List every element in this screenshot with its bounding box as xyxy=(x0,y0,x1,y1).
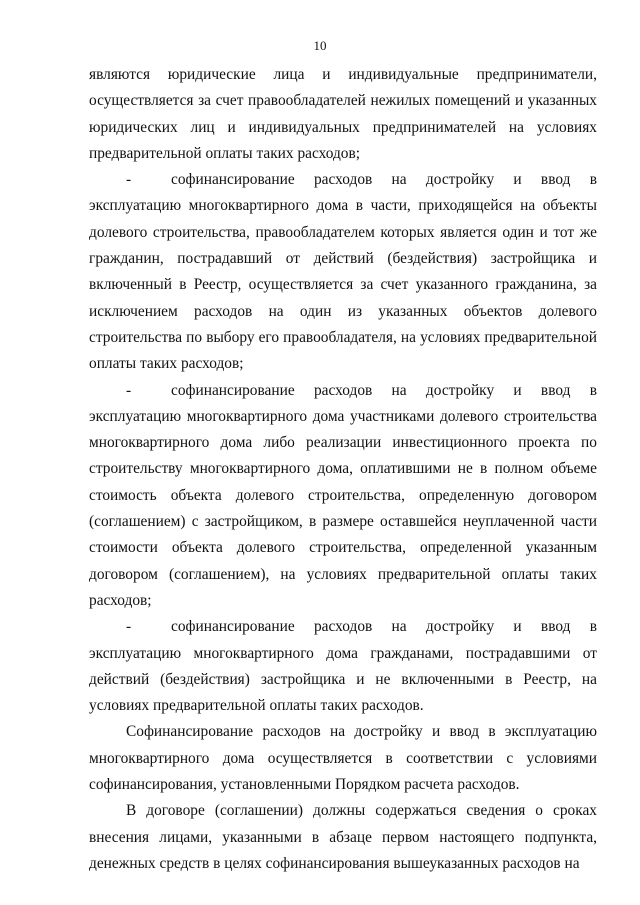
bullet-dash: - xyxy=(126,171,132,189)
bullet-text: софинансирование расходов на достройку и ввод в эксплуатацию многоквартирного дома гражданами, пострадавшими от действий (бездействия) застройщика и не включенными в Реестр, на условиях предварительной оплаты таких расходов. xyxy=(89,618,597,715)
bullet-dash: - xyxy=(126,381,132,399)
bullet-paragraph xyxy=(89,378,597,615)
bullet-paragraph xyxy=(89,614,597,719)
bullet-dash: - xyxy=(126,618,132,636)
paragraph-continuation: являются юридические лица и индивидуальные предприниматели, осуществляется за счет правообладателей нежилых помещений и указанных юридических лиц и индивидуальных предпринимателей на условиях предварительной оплаты таких расходов; xyxy=(89,66,597,162)
bullet-text: софинансирование расходов на достройку и ввод в эксплуатацию многоквартирного дома в части, приходящейся на объекты долевого строительства, правообладателем которых является один и тот же гражданин, пострадавший от действий (бездействия) застройщика и включенный в Реестр, осуществляется за счет указанного гражданина, за исключением расходов на один из указанных объектов долевого строительства по выбору его правообладателя, на условиях предварительной оплаты таких расходов; xyxy=(89,171,597,373)
document-body xyxy=(89,62,597,877)
body-paragraph: Софинансирование расходов на достройку и ввод в эксплуатацию многоквартирного дома осуществляется в соответствии с условиями софинансирования, установленными Порядком расчета расходов. xyxy=(89,723,597,794)
bullet-paragraph xyxy=(89,167,597,377)
bullet-text: софинансирование расходов на достройку и ввод в эксплуатацию многоквартирного дома участниками долевого строительства многоквартирного дома либо реализации инвестиционного проекта по строительству многоквартирного дома, оплатившими не в полном объеме стоимость объекта долевого строительства, определенную договором (соглашением) с застройщиком, в размере оставшейся неуплаченной части стоимости объекта долевого строительства, определенной указанным договором (соглашением), на условиях предварительной оплаты таких расходов; xyxy=(89,381,597,609)
body-paragraph: В договоре (соглашении) должны содержаться сведения о сроках внесения лицами, указанными в абзаце первом настоящего подпункта, денежных средств в целях софинансирования вышеуказанных расходов на xyxy=(89,802,597,872)
page-number: 10 xyxy=(313,38,327,53)
